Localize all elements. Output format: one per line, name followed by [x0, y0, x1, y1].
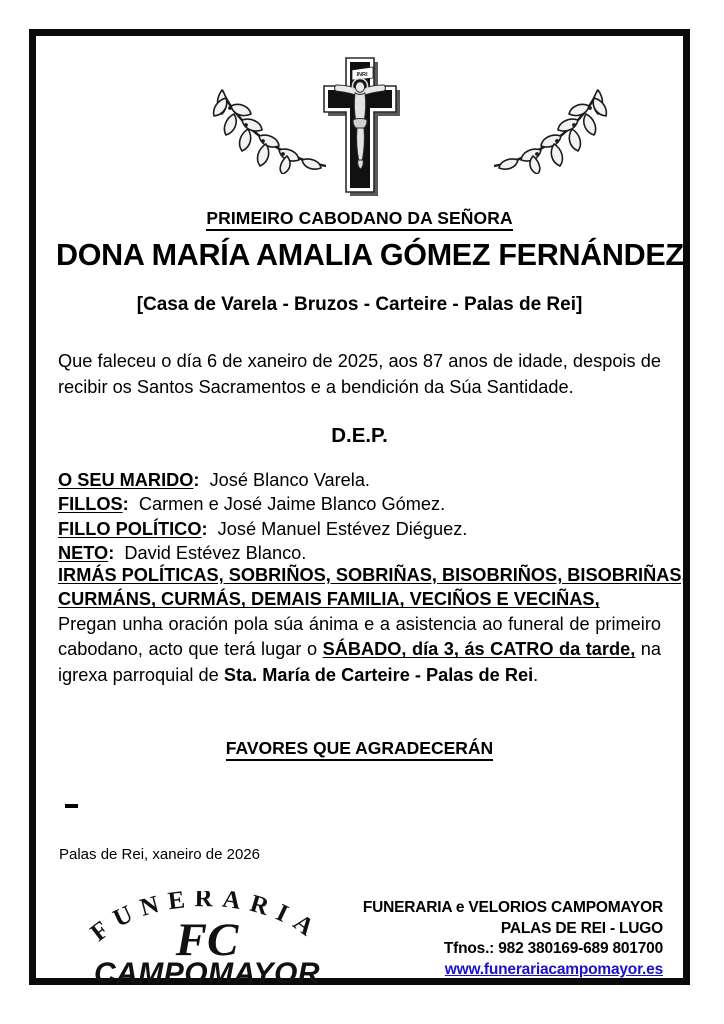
contact-phones: Tfnos.: 982 380169-689 801700: [443, 940, 663, 958]
notice-content: [56, 46, 687, 986]
relatives-list: [58, 468, 661, 566]
website-link[interactable]: www.funerariacampomayor.es: [444, 960, 663, 978]
place-and-date: Palas de Rei, xaneiro de 2026: [59, 846, 260, 863]
relative-colon: :: [108, 543, 115, 564]
funeral-datetime: SÁBADO, día 3, ás CATRO da tarde,: [322, 639, 636, 660]
funeral-request-paragraph: [58, 612, 661, 688]
death-paragraph: Que faleceu o día 6 de xaneiro de 2025, aos 87 anos de idade, despois de recibir os Santos Sacramentos e a bendición da Súa Santidade.: [58, 351, 661, 397]
relative-value: José Manuel Estévez Diéguez.: [217, 518, 468, 539]
relative-colon: :: [193, 470, 200, 490]
svg-text:INRI: INRI: [356, 72, 367, 78]
relative-row: [58, 492, 661, 516]
crucifix-icon: [316, 54, 404, 205]
relative-label: FILLO POLÍTICO: [58, 518, 202, 539]
relative-colon: :: [122, 494, 129, 515]
laurel-branch-right-icon: [486, 82, 614, 179]
funeraria-logo: [70, 891, 345, 986]
notice-kicker: [56, 208, 663, 229]
dep-text: D.E.P.: [331, 424, 388, 447]
family-group-line: IRMÁS POLÍTICAS, SOBRIÑOS, SOBRIÑAS, BISOBRIÑOS, BISOBRIÑAS,: [58, 565, 687, 585]
stray-dash-artifact: [65, 804, 78, 808]
logo-name: CAMPOMAYOR: [93, 957, 321, 986]
relative-label: NETO: [58, 543, 109, 564]
funeral-church: Sta. María de Carteire - Palas de Rei: [223, 664, 534, 685]
relative-value: Carmen e José Jaime Blanco Gómez.: [138, 494, 446, 515]
relative-label: O SEU MARIDO: [58, 470, 194, 490]
deceased-address: [Casa de Varela - Bruzos - Carteire - Palas de Rei]: [136, 294, 583, 315]
notice-frame: [29, 29, 690, 985]
relative-row: [58, 468, 661, 492]
contact-company: FUNERARIA e VELORIOS CAMPOMAYOR: [362, 899, 663, 916]
relative-value: José Blanco Varela.: [209, 470, 370, 490]
logo-arc-text: FUNERARIA: [85, 891, 327, 947]
logo-monogram: FC: [175, 914, 239, 966]
request-text-part1: Pregan unha oración pola súa ánima e a asistencia ao funeral de primeiro cabodano, acto que terá lugar o: [58, 614, 661, 660]
family-group-line: CURMÁNS, CURMÁS, DEMAIS FAMILIA, VECIÑOS E VECIÑAS,: [58, 589, 600, 610]
request-text-part2: na igrexa parroquial de: [58, 639, 661, 685]
request-text-part3: .: [533, 664, 539, 685]
relative-row: [58, 517, 661, 541]
contact-website-row: [343, 960, 663, 981]
family-groups: [58, 563, 687, 612]
header-emblem-row: [56, 54, 663, 204]
contact-block: [343, 898, 663, 980]
contact-location: PALAS DE REI - LUGO: [500, 919, 663, 937]
deceased-name: DONA MARÍA AMALIA GÓMEZ FERNÁNDEZ: [56, 238, 684, 272]
relative-label: FILLOS: [58, 494, 123, 515]
thanks-line: [56, 738, 663, 759]
relative-value: David Estévez Blanco.: [124, 543, 307, 564]
thanks-text: FAVORES QUE AGRADECERÁN: [226, 738, 493, 761]
notice-kicker-text: PRIMEIRO CABODANO DA SEÑORA: [206, 208, 512, 231]
relative-colon: :: [201, 518, 208, 539]
